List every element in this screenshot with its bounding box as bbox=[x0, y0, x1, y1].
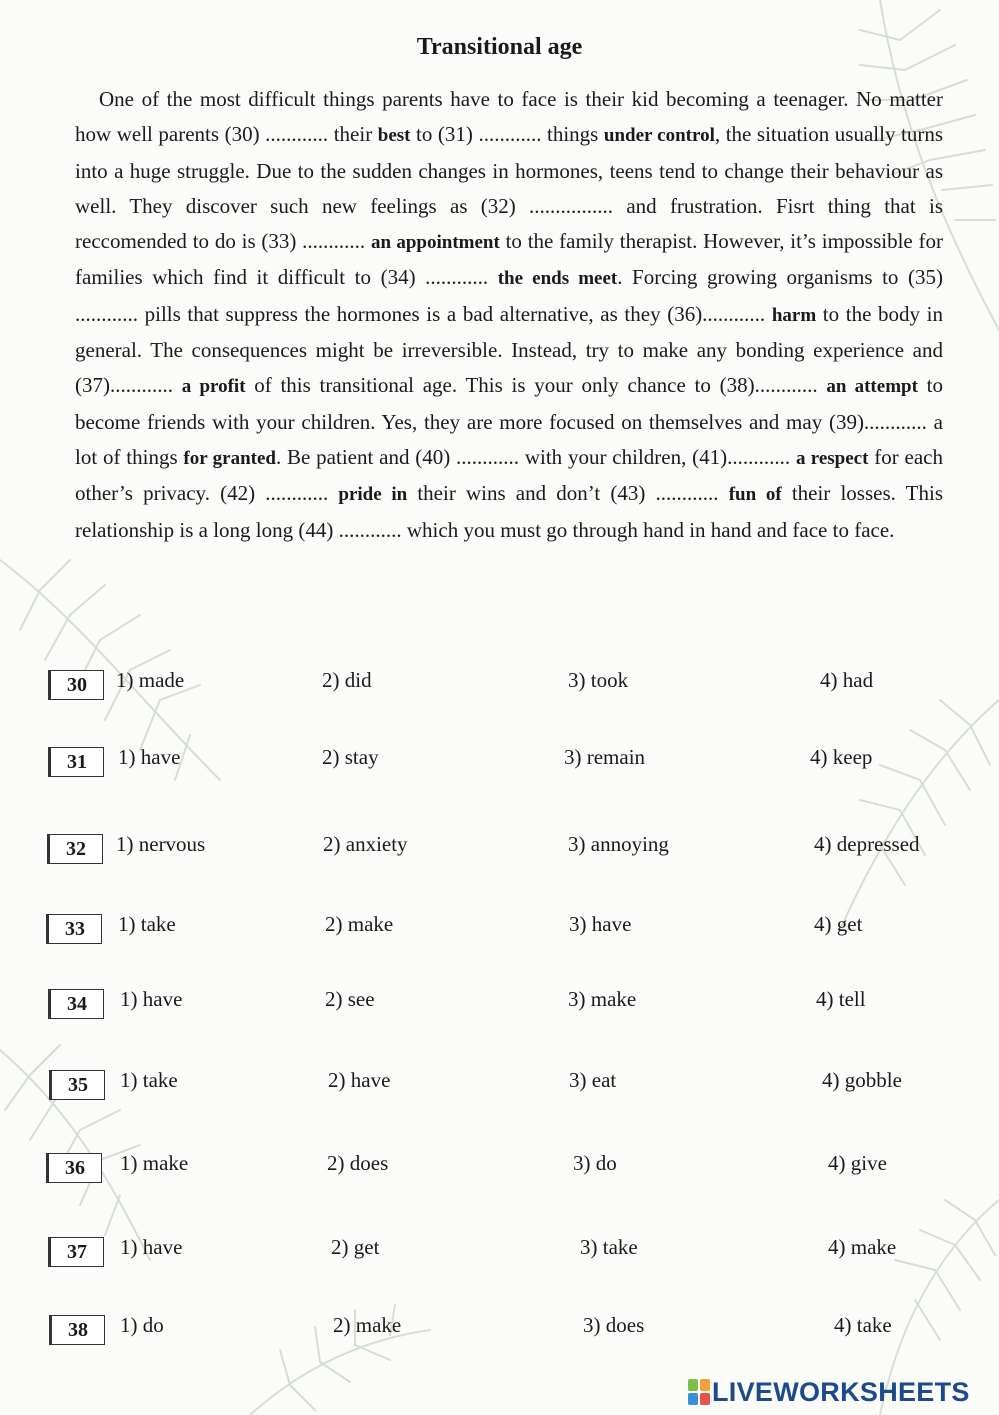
reading-passage bbox=[75, 82, 943, 548]
passage-text: their wins and don’t (43) ............ bbox=[407, 481, 729, 506]
bold-phrase: fun of bbox=[728, 484, 782, 506]
answer-option[interactable]: 4) tell bbox=[816, 987, 866, 1011]
answer-option[interactable]: 3) take bbox=[580, 1235, 638, 1259]
passage-text: their losses. This relationship is a long long (44) ............ which you must go through hand in hand and face to face. bbox=[75, 481, 943, 542]
bold-phrase: for granted bbox=[183, 447, 276, 469]
answer-option[interactable]: 3) do bbox=[573, 1151, 617, 1175]
bold-phrase: the ends meet bbox=[497, 268, 618, 290]
question-row bbox=[0, 745, 999, 785]
question-row bbox=[0, 1151, 999, 1191]
answer-option[interactable]: 2) see bbox=[325, 987, 375, 1011]
bold-phrase: an attempt bbox=[826, 376, 918, 398]
answer-option[interactable]: 2) anxiety bbox=[323, 832, 408, 856]
question-number-box: 36 bbox=[46, 1153, 102, 1183]
answer-option[interactable]: 2) make bbox=[325, 912, 394, 936]
answer-option[interactable]: 4) had bbox=[820, 668, 874, 692]
answer-option[interactable]: 2) have bbox=[328, 1068, 391, 1092]
question-number-box: 31 bbox=[48, 747, 104, 777]
question-row bbox=[0, 832, 999, 872]
answer-option[interactable]: 1) take bbox=[118, 912, 176, 936]
bold-phrase: under control bbox=[603, 125, 715, 147]
answer-option[interactable]: 4) give bbox=[828, 1151, 887, 1175]
logo-square-orange bbox=[700, 1379, 710, 1391]
answer-option[interactable]: 2) get bbox=[331, 1235, 380, 1259]
passage-text: One of the most difficult things parents have to face is their kid becoming a teenager. No matter how well parents (30) ............ their bbox=[75, 87, 943, 147]
bold-phrase: harm bbox=[771, 304, 817, 326]
liveworksheets-logo-icon bbox=[688, 1379, 710, 1405]
bold-phrase: an appointment bbox=[370, 232, 500, 254]
answer-option[interactable]: 1) nervous bbox=[116, 832, 206, 856]
answer-option[interactable]: 3) eat bbox=[569, 1068, 617, 1092]
answer-option[interactable]: 4) make bbox=[828, 1235, 897, 1259]
bold-phrase: pride in bbox=[338, 484, 408, 506]
question-row bbox=[0, 1068, 999, 1108]
answer-option[interactable]: 3) make bbox=[568, 987, 637, 1011]
brand-name: LIVEWORKSHEETS bbox=[712, 1376, 970, 1407]
answer-option[interactable]: 4) depressed bbox=[814, 832, 920, 856]
question-row bbox=[0, 912, 999, 952]
answer-option[interactable]: 4) gobble bbox=[822, 1068, 902, 1092]
answer-option[interactable]: 4) keep bbox=[810, 745, 873, 769]
question-row bbox=[0, 1313, 999, 1353]
answer-option[interactable]: 1) made bbox=[116, 668, 185, 692]
question-number-box: 32 bbox=[47, 834, 103, 864]
answer-option[interactable]: 1) have bbox=[120, 1235, 183, 1259]
passage-text: , the situation usually turns into a huge struggle. Due to the sudden changes in hormones, teens tend to change their behaviour as well. They discover such new feelings as (32) ................ and frustration. Fisrt thing that is reccomended to do is (33) ............ bbox=[75, 122, 943, 254]
liveworksheets-logo bbox=[688, 1372, 970, 1412]
logo-square-blue bbox=[688, 1393, 698, 1405]
question-row bbox=[0, 987, 999, 1027]
logo-square-green bbox=[688, 1379, 698, 1391]
question-number-box: 35 bbox=[49, 1070, 105, 1100]
answer-option[interactable]: 2) make bbox=[333, 1313, 402, 1337]
answer-option[interactable]: 1) take bbox=[120, 1068, 178, 1092]
bold-phrase: a respect bbox=[795, 447, 869, 469]
passage-text: to become friends with your children. Yes, they are more focused on themselves and may (39)............ a lot of things bbox=[75, 373, 943, 469]
question-number-box: 33 bbox=[46, 914, 102, 944]
answer-option[interactable]: 3) remain bbox=[564, 745, 646, 769]
passage-text: to the body in general. The consequences might be irreversible. Instead, try to make any bonding experience and (37)............ bbox=[75, 301, 944, 398]
logo-square-red bbox=[700, 1393, 710, 1405]
answer-option[interactable]: 4) take bbox=[834, 1313, 892, 1337]
passage-text: . Be patient and (40) ............ with your children, (41)............ bbox=[275, 444, 796, 469]
passage-text: . Forcing growing organisms to (35) ............ pills that suppress the hormones is a bad alternative, as they (36)............ bbox=[75, 265, 943, 326]
answer-option[interactable]: 2) does bbox=[327, 1151, 389, 1175]
question-number-box: 37 bbox=[48, 1237, 104, 1267]
answer-option[interactable]: 1) make bbox=[120, 1151, 189, 1175]
answer-option[interactable]: 2) stay bbox=[322, 745, 379, 769]
page-title: Transitional age bbox=[416, 34, 583, 60]
passage-text: to the family therapist. However, it’s impossible for families which find it difficult to (34) ............ bbox=[75, 229, 944, 290]
answer-option[interactable]: 3) have bbox=[569, 912, 632, 936]
passage-text: to (31) ............ things bbox=[410, 122, 604, 147]
answer-option[interactable]: 1) have bbox=[118, 745, 181, 769]
bold-phrase: a profit bbox=[181, 376, 246, 398]
question-row bbox=[0, 668, 999, 708]
answer-option[interactable]: 3) took bbox=[568, 668, 629, 692]
passage-paragraph bbox=[75, 82, 943, 548]
answer-option[interactable]: 2) did bbox=[322, 668, 372, 692]
passage-text: of this transitional age. This is your only chance to (38)............ bbox=[245, 373, 827, 398]
answer-option[interactable]: 3) annoying bbox=[568, 832, 669, 856]
answer-option[interactable]: 1) do bbox=[120, 1313, 164, 1337]
question-row bbox=[0, 1235, 999, 1275]
question-number-box: 30 bbox=[48, 670, 104, 700]
answer-option[interactable]: 3) does bbox=[583, 1313, 645, 1337]
bold-phrase: best bbox=[377, 125, 411, 147]
answer-option[interactable]: 1) have bbox=[120, 987, 183, 1011]
question-number-box: 38 bbox=[49, 1315, 105, 1345]
passage-text: for each other’s privacy. (42) ............ bbox=[75, 444, 943, 506]
answer-option[interactable]: 4) get bbox=[814, 912, 863, 936]
question-number-box: 34 bbox=[48, 989, 104, 1019]
